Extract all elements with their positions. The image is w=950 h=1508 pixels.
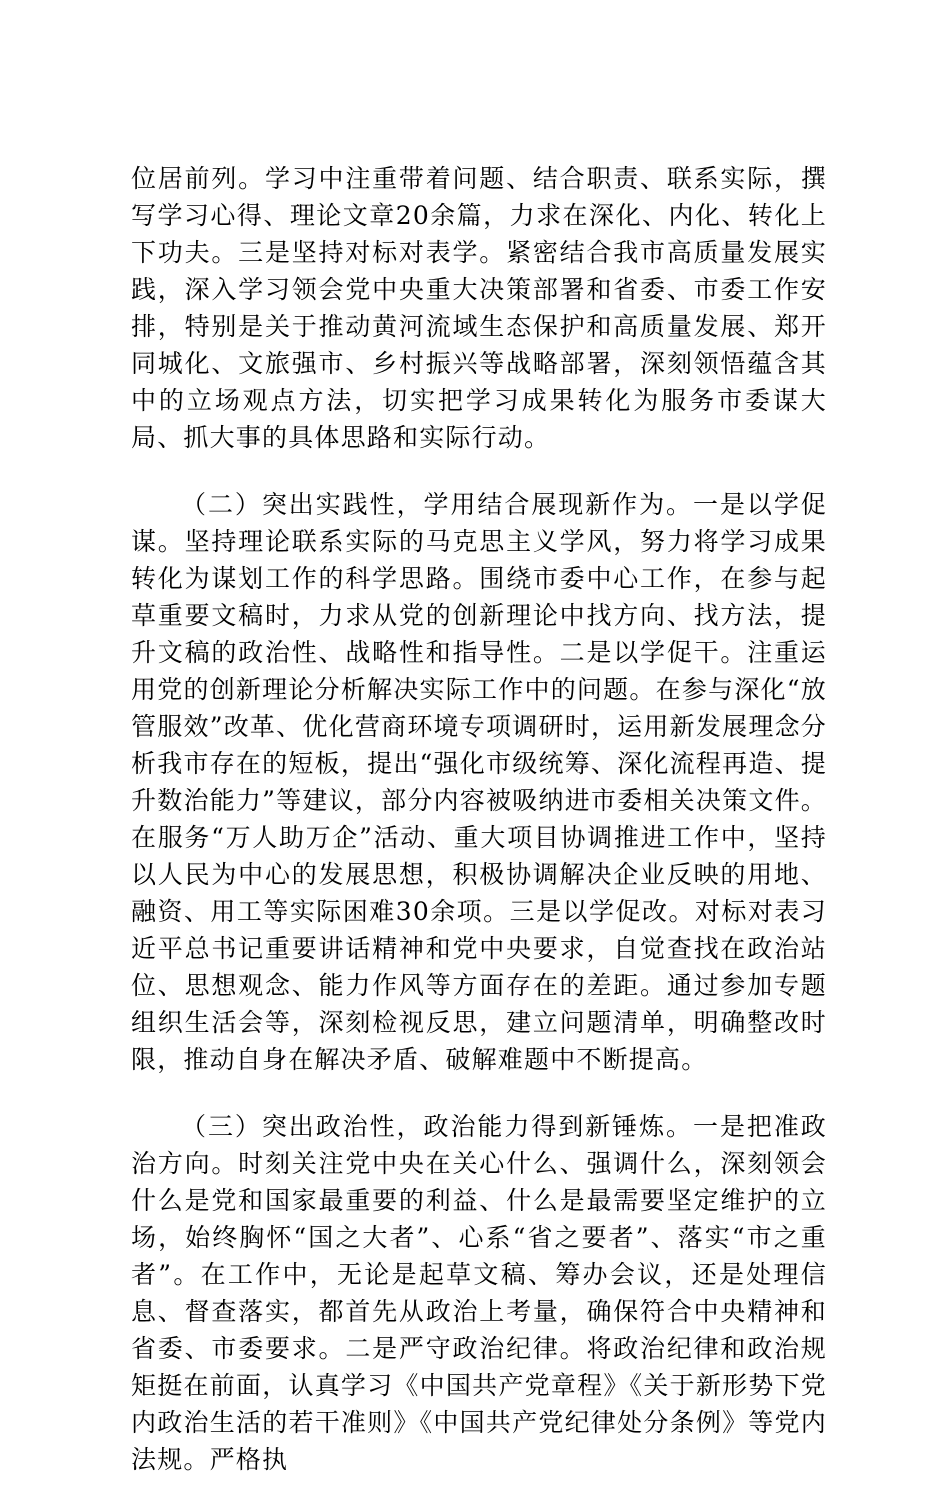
paragraph-section-3: （三）突出政治性，政治能力得到新锤炼。一是把准政治方向。时刻关注党中央在关心什么、强调什么，深刻领会什么是党和国家最重要的利益、什么是最需要坚定维护的立场，始终胸怀“国之大者”、心系“省之要者”、落实“市之重者”。在工作中，无论是起草文稿、筹办会议，还是处理信息、督查落实，都首先从政治上考量，确保符合中央精神和省委、市委要求。二是严守政治纪律。将政治纪律和政治规矩挺在前面，认真学习《中国共产党章程》《关于新形势下党内政治生活的若干准则》《中国共产党纪律处分条例》等党内法规。严格执 (131, 1112, 827, 1474)
document-body (131, 160, 827, 1508)
paragraph-continuation: 位居前列。学习中注重带着问题、结合职责、联系实际，撰写学习心得、理论文章20余篇，力求在深化、内化、转化上下功夫。三是坚持对标对表学。紧密结合我市高质量发展实践，深入学习领会党中央重大决策部署和省委、市委工作安排，特别是关于推动黄河流域生态保护和高质量发展、郑开同城化、文旅强市、乡村振兴等战略部署，深刻领悟蕴含其中的立场观点方法，切实把学习成果转化为服务市委谋大局、抓大事的具体思路和实际行动。 (131, 164, 827, 452)
paragraph-section-2: （二）突出实践性，学用结合展现新作为。一是以学促谋。坚持理论联系实际的马克思主义学风，努力将学习成果转化为谋划工作的科学思路。围绕市委中心工作，在参与起草重要文稿时，力求从党的创新理论中找方向、找方法，提升文稿的政治性、战略性和指导性。二是以学促干。注重运用党的创新理论分析解决实际工作中的问题。在参与深化“放管服效”改革、优化营商环境专项调研时，运用新发展理念分析我市存在的短板，提出“强化市级统筹、深化流程再造、提升数治能力”等建议，部分内容被吸纳进市委相关决策文件。在服务“万人助万企”活动、重大项目协调推进工作中，坚持以人民为中心的发展思想，积极协调解决企业反映的用地、融资、用工等实际困难30余项。三是以学促改。对标对表习近平总书记重要讲话精神和党中央要求，自觉查找在政治站位、思想观念、能力作风等方面存在的差距。通过参加专题组织生活会等，深刻检视反思，建立问题清单，明确整改时限，推动自身在解决矛盾、破解难题中不断提高。 (131, 490, 827, 1074)
